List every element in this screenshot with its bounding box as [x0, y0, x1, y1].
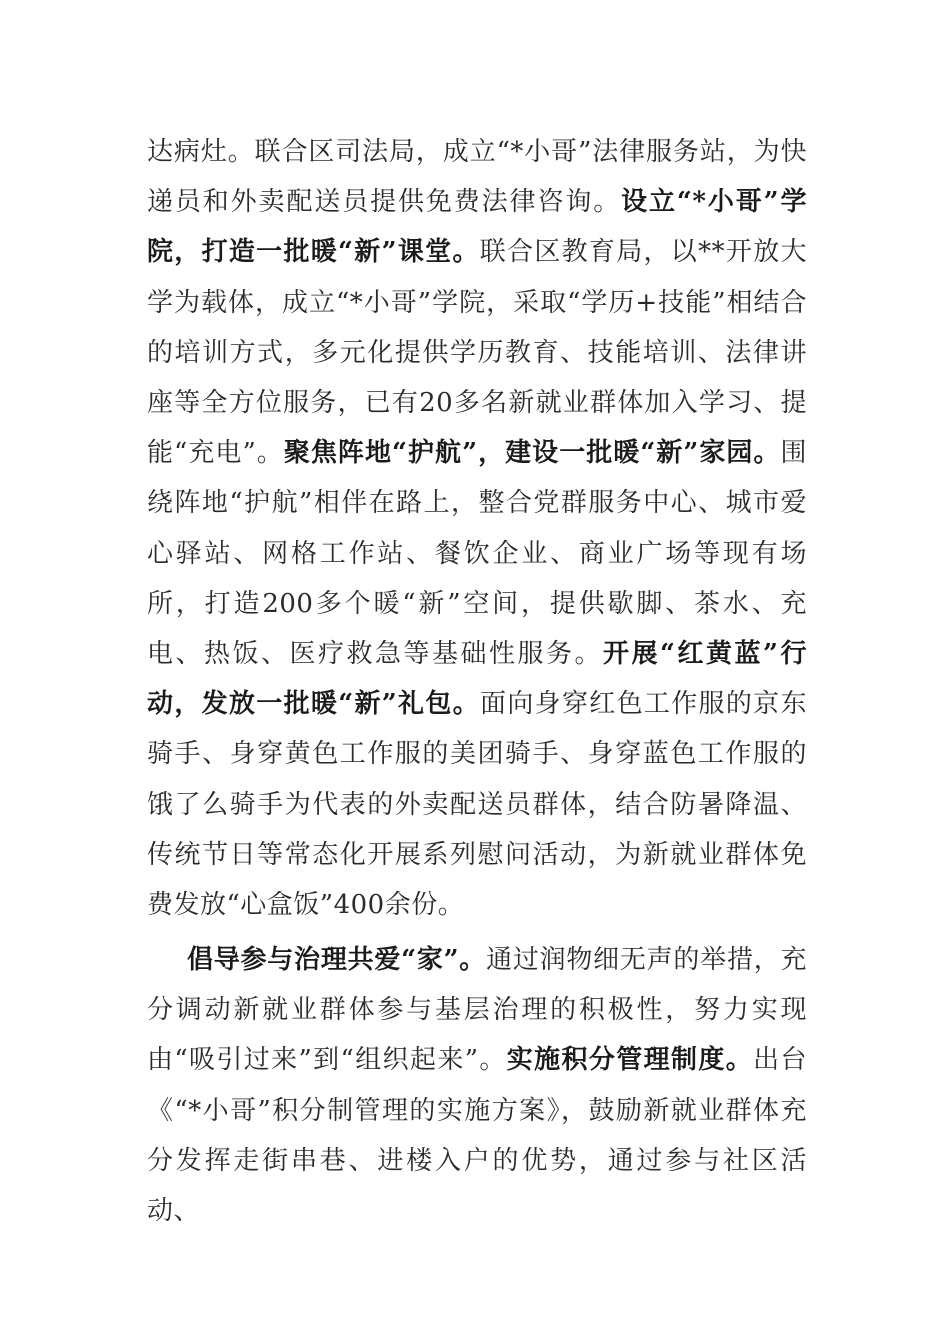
paragraph-1-sentence-4: 面向身穿红色工作服的京东骑手、身穿黄色工作服的美团骑手、身穿蓝色工作服的饿了么骑手为代表的外卖配送员群体，结合防暑降温、传统节日等常态化开展系列慰问活动，为新就业群体免费发放“心盒饭”400余份。 [147, 689, 807, 921]
paragraph-2-bold-heading-1: 倡导参与治理共爱“家”。 [187, 945, 487, 975]
paragraph-1-sentence-1: 达病灶。联合区司法局，成立“*小哥”法律服务站，为快递员和外卖配送员提供免费法律咨询。 [147, 137, 807, 218]
paragraph-1-sentence-2: 联合区教育局，以**开放大学为载体，成立“*小哥”学院，采取“学历+技能”相结合的培训方式，多元化提供学历教育、技能培训、法律讲座等全方位服务，已有20多名新就业群体加入学习、提能“充电”。 [147, 237, 807, 469]
paragraph-2-sentence-1: 通过润物细无声的举措，充分调动新就业群体参与基层治理的积极性，努力实现由“吸引过来”到“组织起来”。 [147, 945, 807, 1076]
paragraph-1-sentence-3: 围绕阵地“护航”相伴在路上，整合党群服务中心、城市爱心驿站、网格工作站、餐饮企业、商业广场等现有场所，打造200多个暖“新”空间，提供歇脚、茶水、充电、热饭、医疗救急等基础性服务。 [147, 438, 807, 670]
paragraph-1-bold-heading-2: 聚焦阵地“护航”，建设一批暖“新”家园。 [283, 438, 781, 469]
paragraph-1 [147, 127, 807, 930]
paragraph-1-bold-heading-3: 开展“红黄蓝”行动，发放一批暖“新”礼包。 [147, 639, 807, 720]
paragraph-2-text [147, 935, 807, 1236]
paragraph-1-text [147, 127, 807, 930]
paragraph-1-bold-heading-1: 设立“*小哥”学院，打造一批暖“新”课堂。 [147, 187, 807, 268]
paragraph-2-sentence-2: 出台《“*小哥”积分制管理的实施方案》，鼓励新就业群体充分发挥走街串巷、进楼入户的优势，通过参与社区活动、 [147, 1045, 807, 1227]
paragraph-2 [147, 935, 807, 1236]
paragraph-2-bold-heading-2: 实施积分管理制度。 [506, 1045, 754, 1076]
